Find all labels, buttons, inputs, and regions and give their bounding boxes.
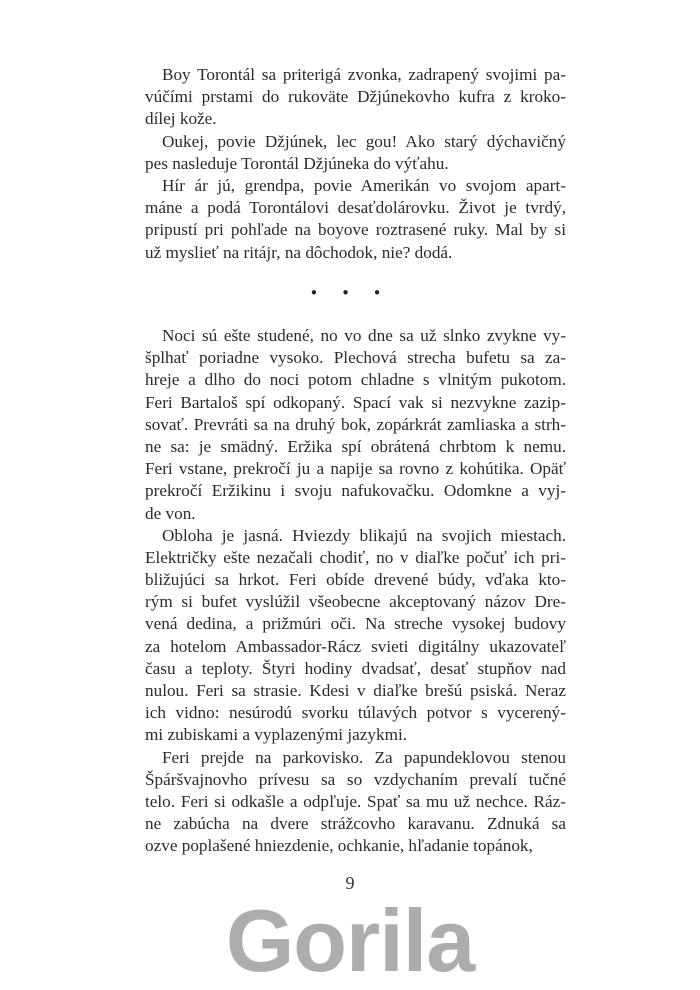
paragraph [145, 175, 566, 264]
text-line: ich vidno: nesúrodú svorku túlavých potvor s vycerený- [145, 703, 566, 723]
text-line: vená dedina, a prižmúri oči. Na streche vysokej budovy [145, 614, 566, 634]
text-line: šplhať poriadne vysoko. Plechová strecha bufetu sa za- [145, 348, 566, 368]
text-line: vúčími prstami do rukoväte Džjúnekovho kufra z kroko- [145, 87, 566, 107]
text-line: hreje a dlho do noci potom chladne s vlnitým pukotom. [145, 370, 566, 390]
text-line: rým si bufet vyslúžil všeobecne akceptovaný názov Dre- [145, 592, 566, 612]
text-line: máne a podá Torontálovi desaťdolárovku. Život je tvrdý, [145, 198, 566, 218]
text-line: nulou. Feri sa strasie. Kdesi v diaľke brešú psiská. Neraz [145, 681, 566, 700]
text-line: telo. Feri si odkašle a odpľuje. Spať sa mu už nechce. Ráz- [145, 791, 566, 811]
text-line: Feri Bartaloš spí odkopaný. Spací vak si nezvykne zazip- [145, 392, 566, 412]
text-line: Noci sú ešte studené, no vo dne sa už slnko zvykne vy- [162, 326, 566, 345]
text-line: už myslieť na ritájr, na dôchodok, nie? dodá. [145, 242, 453, 262]
paragraph [145, 525, 566, 747]
text-line: Oukej, povie Džjúnek, lec gou! Ako starý dýchavičný [162, 131, 566, 151]
text-line: sovať. Prevráti sa na druhý bok, zopárkrát zamliaska a strh- [145, 414, 566, 434]
text-line: ozve poplašené hniezdenie, ochkanie, hľadanie topánok, [145, 836, 533, 856]
text-line: Obloha je jasná. Hviezdy blikajú na svojich miestach. [162, 525, 566, 545]
text-line: pes nasleduje Torontál Džjúneka do výťahu. [145, 153, 449, 173]
text-section-2 [145, 325, 566, 858]
text-line: Boy Torontál sa priterigá zvonka, zadrapený svojimi pa- [162, 65, 566, 84]
text-section-1 [145, 64, 566, 264]
text-line: Špáršvajnovho prívesu sa so vzdychaním prevalí tučné [145, 769, 566, 789]
watermark-logo: Gorila [225, 891, 475, 990]
paragraph [145, 64, 566, 131]
paragraph [145, 747, 566, 858]
text-line: prekročí Eržikinu i svoju nafukovačku. Odomkne a vyj- [145, 481, 566, 501]
text-line: pripustí pri pohľade na boyove roztrasené ruky. Mal by si [145, 220, 566, 240]
page-number: 9 [345, 873, 355, 893]
text-line: času a teploty. Štyri hodiny dvadsať, desať stupňov nad [145, 658, 566, 678]
paragraph [145, 325, 566, 525]
text-line: bližujúci sa hrkot. Feri obíde drevené búdy, vďaka kto- [145, 570, 566, 590]
text-line: de von. [145, 503, 196, 523]
text-line: mi zubiskami a vyplazenými jazykmi. [145, 725, 408, 745]
text-line: Hír ár jú, grendpa, povie Amerikán vo svojom apart- [162, 175, 566, 195]
text-line: Feri vstane, prekročí ju a napije sa rovno z kohútika. Opäť [145, 459, 566, 479]
section-separator: • • • [309, 284, 391, 302]
text-line: Feri prejde na parkovisko. Za papundeklovou stenou [162, 747, 566, 767]
text-line: ne zabúcha na dvere strážcovho karavanu. Zdnuká sa [145, 814, 566, 834]
text-line: Električky ešte nezačali chodiť, no v diaľke počuť ich pri- [145, 547, 566, 567]
text-line: za hotelom Ambassador-Rácz svieti digitálny ukazovateľ [145, 636, 566, 656]
text-line: dílej kože. [145, 109, 217, 129]
paragraph [145, 131, 566, 175]
text-line: ne sa: je smädný. Eržika spí obrátená chrbtom k nemu. [145, 436, 566, 456]
